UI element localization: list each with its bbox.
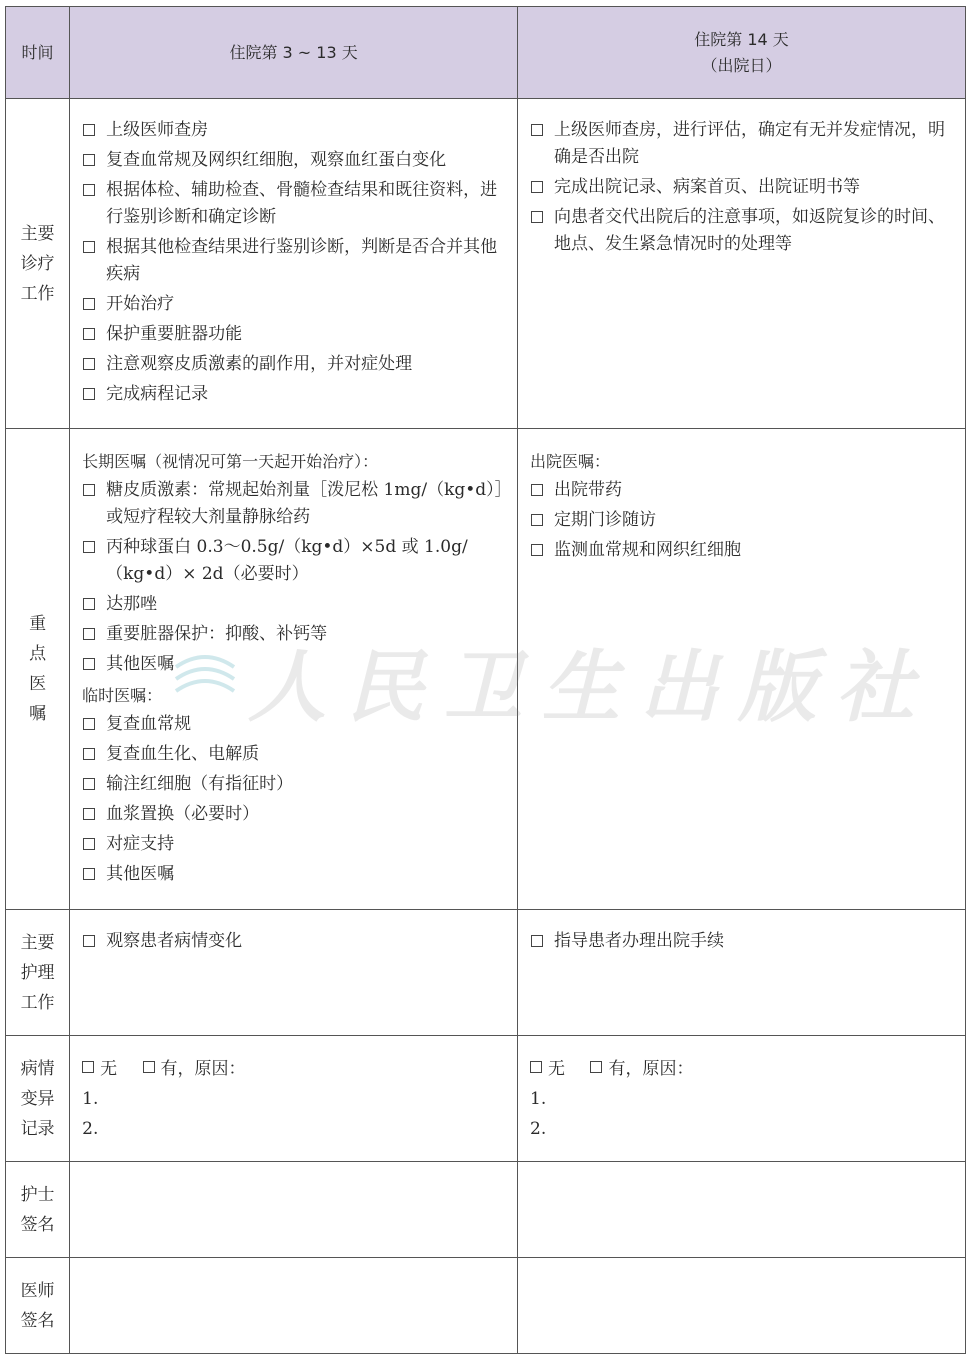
row-label-doctor-sign: 医师 签名 — [6, 1258, 70, 1354]
checklist-item[interactable]: 完成病程记录 — [82, 381, 509, 408]
checklist-item[interactable]: 监测血常规和网织红细胞 — [530, 537, 957, 564]
checklist-item[interactable]: 复查血生化、电解质 — [82, 741, 509, 768]
nurse-sign-day3-13[interactable] — [70, 1162, 518, 1258]
header-day3-13: 住院第 3 ~ 13 天 — [70, 7, 518, 99]
checkbox[interactable] — [590, 1061, 602, 1073]
checklist-item[interactable]: 丙种球蛋白 0.3～0.5g/（kg•d）×5d 或 1.0g/（kg•d）× 2d（必要时） — [82, 534, 509, 588]
header-time: 时间 — [6, 7, 70, 99]
checkbox[interactable] — [531, 124, 543, 136]
diagnosis-day3-13 — [70, 99, 518, 429]
row-label-variation: 病情 变异 记录 — [6, 1036, 70, 1162]
orders-day14 — [518, 429, 966, 910]
checkbox[interactable] — [83, 124, 95, 136]
checkbox[interactable] — [83, 388, 95, 400]
checkbox[interactable] — [83, 328, 95, 340]
checkbox[interactable] — [531, 544, 543, 556]
checklist-item[interactable]: 糖皮质激素：常规起始剂量［泼尼松 1mg/（kg•d）］或短疗程较大剂量静脉给药 — [82, 477, 509, 531]
variation-day14 — [518, 1036, 966, 1162]
row-label-diagnosis: 主要 诊疗 工作 — [6, 99, 70, 429]
diagnosis-day14 — [518, 99, 966, 429]
publisher-watermark: 人民卫生出版社 — [170, 625, 890, 725]
variation-line-1: 1. — [82, 1089, 99, 1109]
row-label-nursing: 主要 护理 工作 — [6, 910, 70, 1036]
variation-line-2: 2. — [82, 1119, 99, 1139]
nursing-day3-13 — [70, 910, 518, 1036]
checkbox[interactable] — [83, 778, 95, 790]
checkbox[interactable] — [83, 718, 95, 730]
nursing-day14 — [518, 910, 966, 1036]
doctor-sign-day14[interactable] — [518, 1258, 966, 1354]
checkbox[interactable] — [83, 808, 95, 820]
checkbox[interactable] — [83, 935, 95, 947]
checkbox[interactable] — [531, 484, 543, 496]
variation-line-2: 2. — [530, 1119, 547, 1139]
checkbox[interactable] — [83, 628, 95, 640]
checkbox[interactable] — [83, 241, 95, 253]
checklist-item[interactable]: 完成出院记录、病案首页、出院证明书等 — [530, 174, 957, 201]
checkbox[interactable] — [83, 868, 95, 880]
checkbox[interactable] — [83, 358, 95, 370]
checklist-item[interactable]: 向患者交代出院后的注意事项，如返院复诊的时间、地点、发生紧急情况时的处理等 — [530, 204, 957, 258]
checkbox[interactable] — [83, 598, 95, 610]
checkbox[interactable] — [82, 1061, 94, 1073]
checkbox[interactable] — [83, 658, 95, 670]
checkbox[interactable] — [83, 298, 95, 310]
checklist-item[interactable]: 对症支持 — [82, 831, 509, 858]
checkbox[interactable] — [530, 1061, 542, 1073]
checklist-item[interactable]: 定期门诊随访 — [530, 507, 957, 534]
checkbox[interactable] — [531, 514, 543, 526]
checklist-item[interactable]: 血浆置换（必要时） — [82, 801, 509, 828]
checklist-item[interactable]: 其他医嘱 — [82, 651, 509, 678]
variation-yes-option[interactable]: 有，原因： — [590, 1054, 693, 1084]
checklist-item[interactable]: 重要脏器保护：抑酸、补钙等 — [82, 621, 509, 648]
checklist-item[interactable]: 达那唑 — [82, 591, 509, 618]
long-term-orders-title: 长期医嘱（视情况可第一天起开始治疗）： — [82, 452, 379, 471]
discharge-orders-title: 出院医嘱： — [530, 452, 611, 471]
checklist-item[interactable]: 根据体检、辅助检查、骨髓检查结果和既往资料，进行鉴别诊断和确定诊断 — [82, 177, 509, 231]
checkbox[interactable] — [83, 154, 95, 166]
checklist-item[interactable]: 其他医嘱 — [82, 861, 509, 888]
checklist-item[interactable]: 输注红细胞（有指征时） — [82, 771, 509, 798]
nurse-sign-day14[interactable] — [518, 1162, 966, 1258]
row-label-orders: 重 点 医 嘱 — [6, 429, 70, 910]
checkbox[interactable] — [143, 1061, 155, 1073]
checkbox[interactable] — [83, 484, 95, 496]
variation-day3-13 — [70, 1036, 518, 1162]
checkbox[interactable] — [83, 184, 95, 196]
checklist-item[interactable]: 注意观察皮质激素的副作用，并对症处理 — [82, 351, 509, 378]
checklist-item[interactable]: 上级医师查房，进行评估，确定有无并发症情况，明确是否出院 — [530, 117, 957, 171]
checklist-item[interactable]: 出院带药 — [530, 477, 957, 504]
clinical-pathway-table — [5, 6, 966, 1354]
checklist-item[interactable]: 复查血常规及网织红细胞，观察血红蛋白变化 — [82, 147, 509, 174]
header-day14: 住院第 14 天 （出院日） — [518, 7, 966, 99]
variation-yes-option[interactable]: 有，原因： — [143, 1054, 246, 1084]
checklist-item[interactable]: 上级医师查房 — [82, 117, 509, 144]
checklist-item[interactable]: 指导患者办理出院手续 — [530, 928, 957, 955]
temporary-orders-title: 临时医嘱： — [82, 686, 163, 705]
checklist-item[interactable]: 开始治疗 — [82, 291, 509, 318]
checkbox[interactable] — [83, 838, 95, 850]
row-label-nurse-sign: 护士 签名 — [6, 1162, 70, 1258]
variation-line-1: 1. — [530, 1089, 547, 1109]
variation-none-option[interactable]: 无 — [82, 1054, 117, 1084]
variation-none-option[interactable]: 无 — [530, 1054, 565, 1084]
orders-day3-13 — [70, 429, 518, 910]
checkbox[interactable] — [83, 748, 95, 760]
checkbox[interactable] — [83, 541, 95, 553]
doctor-sign-day3-13[interactable] — [70, 1258, 518, 1354]
checkbox[interactable] — [531, 211, 543, 223]
checklist-item[interactable]: 根据其他检查结果进行鉴别诊断，判断是否合并其他疾病 — [82, 234, 509, 288]
checkbox[interactable] — [531, 181, 543, 193]
checklist-item[interactable]: 保护重要脏器功能 — [82, 321, 509, 348]
checklist-item[interactable]: 观察患者病情变化 — [82, 928, 509, 955]
checkbox[interactable] — [531, 935, 543, 947]
checklist-item[interactable]: 复查血常规 — [82, 711, 509, 738]
